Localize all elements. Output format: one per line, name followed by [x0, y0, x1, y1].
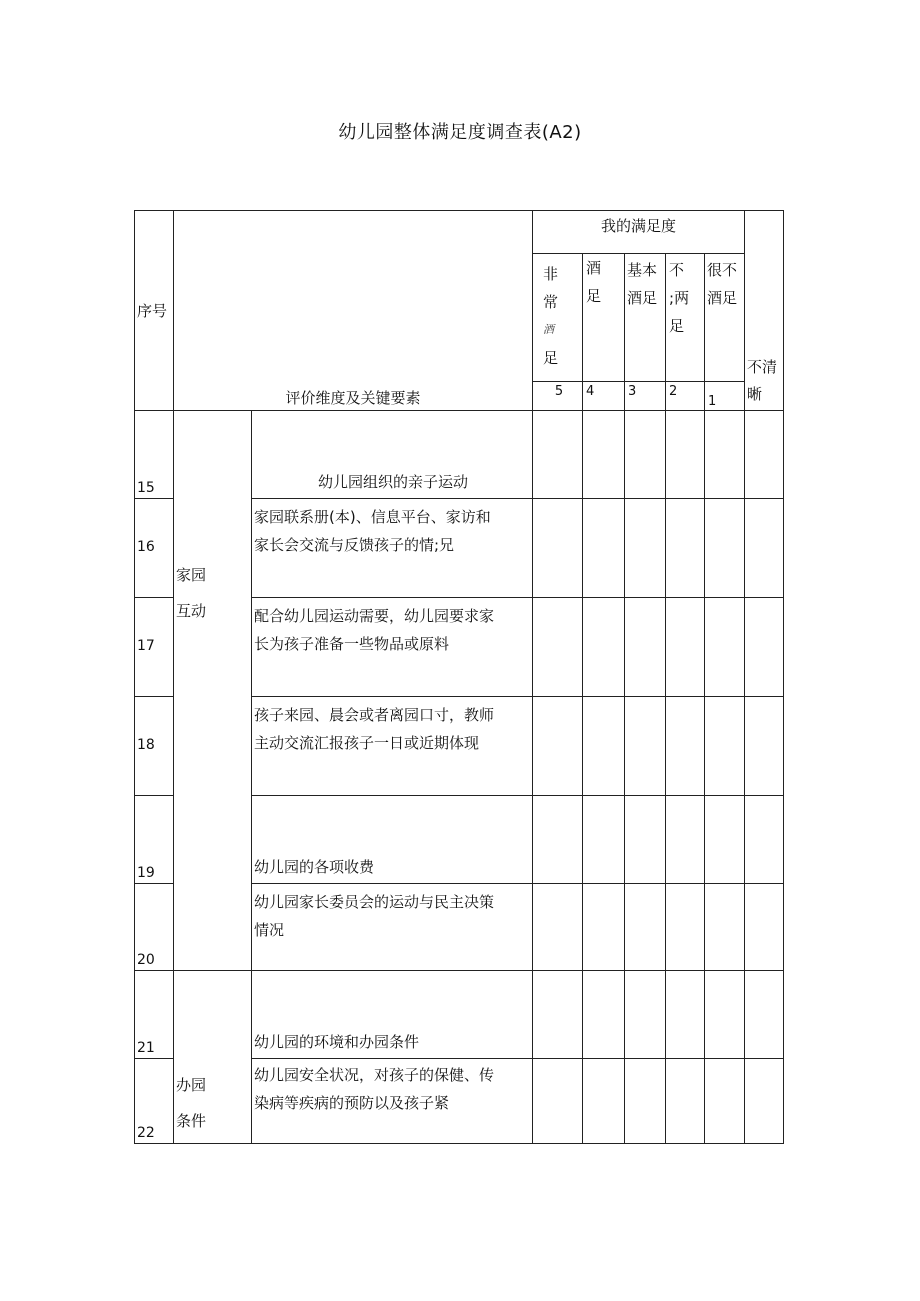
document-title: 幼儿园整体满足度调查表(A2) [338, 122, 582, 143]
rating-cell[interactable] [533, 411, 583, 499]
item-text [252, 796, 533, 884]
level-line: 常 [543, 293, 559, 311]
rating-cell[interactable] [666, 411, 705, 499]
rating-cell[interactable] [625, 971, 666, 1059]
row-number: 15 [135, 411, 174, 499]
score-5: 5 [533, 382, 583, 411]
row-number: 21 [135, 971, 174, 1059]
level-line: 足 [669, 317, 685, 335]
score-3: 3 [625, 382, 666, 411]
rating-cell[interactable] [625, 697, 666, 796]
item-line: 幼儿园的各项收费 [254, 858, 375, 876]
rating-cell[interactable] [583, 598, 625, 697]
item-text [252, 1059, 533, 1144]
rating-cell[interactable] [533, 1059, 583, 1144]
item-line: 主动交流汇报孩子一日或近期体现 [254, 734, 480, 752]
rating-cell[interactable] [583, 499, 625, 598]
level-line: 不 [669, 261, 685, 279]
rating-cell[interactable] [745, 411, 784, 499]
table-row [135, 971, 784, 1059]
row-number: 17 [135, 598, 174, 697]
row-number: 19 [135, 796, 174, 884]
rating-cell[interactable] [583, 884, 625, 971]
rating-cell[interactable] [705, 884, 745, 971]
item-line: 家园联系册(本)、信息平台、家访和 [254, 508, 491, 526]
level-line: 基本 [627, 261, 658, 279]
rating-cell[interactable] [625, 796, 666, 884]
level-unsatisfied [666, 254, 705, 382]
rating-cell[interactable] [745, 499, 784, 598]
level-line: 酒足 [707, 289, 738, 307]
rating-cell[interactable] [705, 411, 745, 499]
rating-cell[interactable] [533, 697, 583, 796]
rating-cell[interactable] [583, 411, 625, 499]
item-text [252, 598, 533, 697]
satisfaction-survey-table [134, 210, 784, 1144]
rating-cell[interactable] [705, 697, 745, 796]
level-very-unsatisfied [705, 254, 745, 382]
item-text [252, 884, 533, 971]
rating-cell[interactable] [745, 1059, 784, 1144]
item-line: 情况 [254, 921, 285, 939]
level-line: 足 [586, 287, 602, 305]
item-text [252, 411, 533, 499]
row-number: 20 [135, 884, 174, 971]
category-line: 家园 [176, 566, 207, 584]
rating-cell[interactable] [666, 796, 705, 884]
level-line: 足 [543, 349, 559, 367]
level-line: 很不 [707, 261, 738, 279]
item-line: 配合幼儿园运动需要，幼儿园要求家 [254, 607, 495, 625]
rating-cell[interactable] [625, 499, 666, 598]
item-text [252, 971, 533, 1059]
dimension-header: 评价维度及关键要素 [174, 211, 533, 411]
level-line: 酒足 [627, 289, 658, 307]
rating-cell[interactable] [666, 971, 705, 1059]
rating-cell[interactable] [625, 1059, 666, 1144]
rating-cell[interactable] [625, 884, 666, 971]
row-number: 16 [135, 499, 174, 598]
rating-cell[interactable] [666, 598, 705, 697]
category-home-school [174, 411, 252, 971]
unclear-header [745, 211, 784, 411]
rating-cell[interactable] [625, 598, 666, 697]
unclear-header-line: 晰 [747, 385, 763, 403]
rating-cell[interactable] [666, 884, 705, 971]
rating-cell[interactable] [533, 971, 583, 1059]
rating-cell[interactable] [705, 499, 745, 598]
item-text [252, 499, 533, 598]
rating-cell[interactable] [745, 884, 784, 971]
item-line: 幼儿园组织的亲子运动 [318, 473, 469, 491]
item-line: 染病等疾病的预防以及孩子紧 [254, 1094, 450, 1112]
rating-cell[interactable] [533, 796, 583, 884]
item-line: 幼儿园安全状况，对孩子的保健、传 [254, 1066, 495, 1084]
rating-cell[interactable] [745, 598, 784, 697]
level-line: 酒 [586, 259, 602, 277]
rating-cell[interactable] [666, 1059, 705, 1144]
category-line: 办园 [176, 1076, 207, 1094]
rating-cell[interactable] [745, 971, 784, 1059]
level-line: ;两 [669, 289, 690, 307]
rating-cell[interactable] [625, 411, 666, 499]
rating-cell[interactable] [583, 971, 625, 1059]
item-line: 家长会交流与反馈孩子的情;兄 [254, 536, 455, 554]
level-basically-satisfied [625, 254, 666, 382]
rating-cell[interactable] [533, 884, 583, 971]
score-1: 1 [705, 382, 745, 411]
score-2: 2 [666, 382, 705, 411]
rating-cell[interactable] [583, 1059, 625, 1144]
category-facilities [174, 971, 252, 1144]
rating-cell[interactable] [705, 1059, 745, 1144]
unclear-header-line: 不清 [747, 358, 778, 376]
rating-cell[interactable] [533, 598, 583, 697]
item-text [252, 697, 533, 796]
rating-cell[interactable] [705, 796, 745, 884]
level-line: 非 [543, 265, 559, 283]
rating-cell[interactable] [666, 697, 705, 796]
category-line: 互动 [176, 602, 207, 620]
rating-cell[interactable] [583, 697, 625, 796]
rating-cell[interactable] [705, 598, 745, 697]
row-number: 22 [135, 1059, 174, 1144]
rating-cell[interactable] [583, 796, 625, 884]
rating-cell[interactable] [533, 499, 583, 598]
score-4: 4 [583, 382, 625, 411]
item-line: 长为孩子准备一些物品或原料 [254, 635, 450, 653]
level-very-satisfied [533, 254, 583, 382]
rating-cell[interactable] [705, 971, 745, 1059]
rating-cell[interactable] [745, 796, 784, 884]
level-satisfied [583, 254, 625, 382]
item-line: 幼儿园家长委员会的运动与民主决策 [254, 893, 495, 911]
item-line: 孩子来园、晨会或者离园口寸，教师 [254, 706, 495, 724]
satisfaction-header: 我的满足度 [533, 211, 745, 254]
row-number: 18 [135, 697, 174, 796]
item-line: 幼儿园的环境和办园条件 [254, 1033, 420, 1051]
rating-cell[interactable] [666, 499, 705, 598]
level-line: 酒 [543, 323, 555, 336]
rating-cell[interactable] [745, 697, 784, 796]
category-line: 条件 [176, 1112, 207, 1130]
seq-header: 序号 [135, 211, 174, 411]
table-row [135, 411, 784, 499]
